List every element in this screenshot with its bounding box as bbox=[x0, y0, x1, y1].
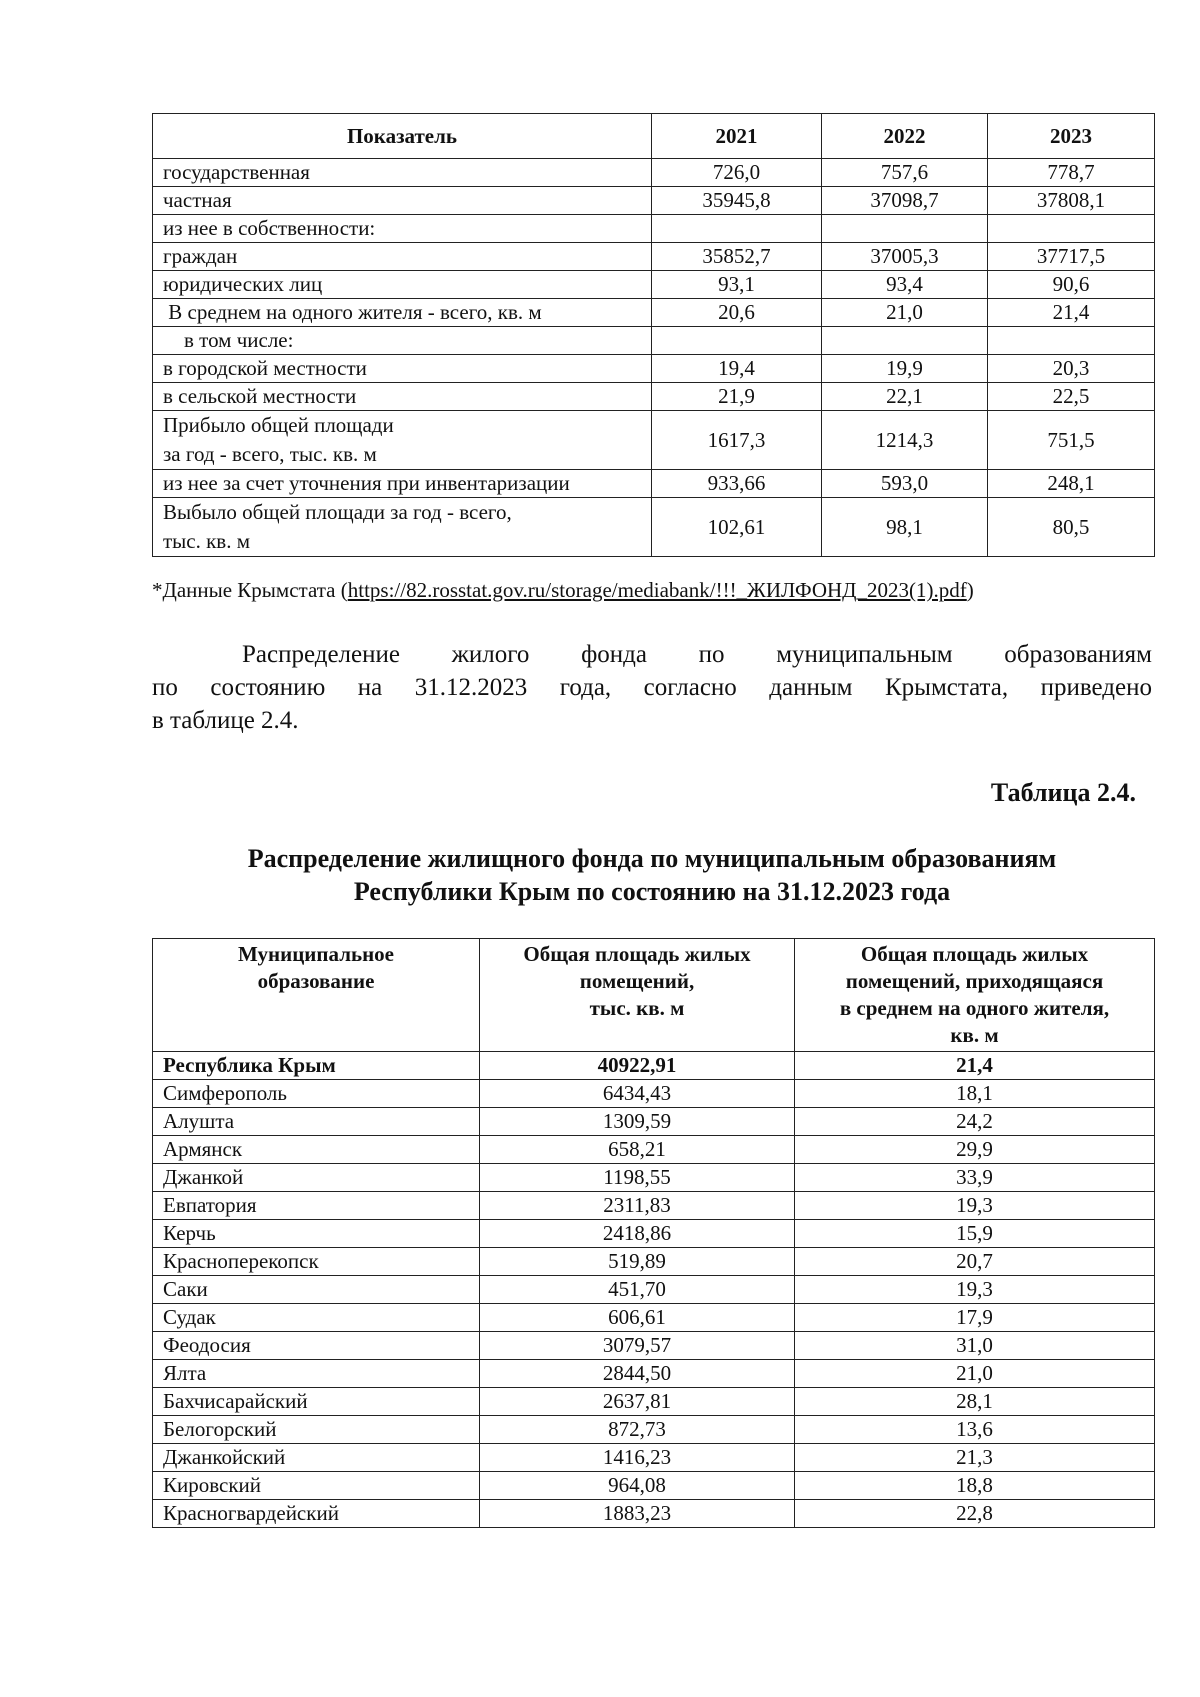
total-area-cell: 3079,57 bbox=[480, 1332, 795, 1360]
value-cell: 102,61 bbox=[652, 498, 822, 557]
table1-row bbox=[153, 383, 1155, 411]
row-label: в том числе: bbox=[153, 327, 652, 355]
table-title-line: Республики Крым по состоянию на 31.12.2023 года bbox=[353, 877, 951, 906]
value-cell: 19,9 bbox=[822, 355, 988, 383]
value-cell: 22,1 bbox=[822, 383, 988, 411]
value-cell: 20,3 bbox=[988, 355, 1155, 383]
table1-header: 2021 bbox=[652, 114, 822, 159]
table1-header: Показатель bbox=[153, 114, 652, 159]
total-area-cell: 1883,23 bbox=[480, 1500, 795, 1528]
table2-row bbox=[153, 1276, 1155, 1304]
municipality-name: Симферополь bbox=[153, 1080, 480, 1108]
paragraph-line: Распределение жилого фонда по муниципальным образованиям bbox=[242, 641, 1152, 668]
value-cell: 757,6 bbox=[822, 159, 988, 187]
row-label: в сельской местности bbox=[153, 383, 652, 411]
value-cell: 778,7 bbox=[988, 159, 1155, 187]
area-per-resident-cell: 21,0 bbox=[795, 1360, 1155, 1388]
table2-row bbox=[153, 1388, 1155, 1416]
municipality-name: Алушта bbox=[153, 1108, 480, 1136]
value-cell: 751,5 bbox=[988, 411, 1155, 470]
value-cell: 19,4 bbox=[652, 355, 822, 383]
table2-row bbox=[153, 1136, 1155, 1164]
table2-header-row bbox=[153, 939, 1155, 1052]
total-area-cell: 964,08 bbox=[480, 1472, 795, 1500]
value-cell: 21,4 bbox=[988, 299, 1155, 327]
total-area-cell: 606,61 bbox=[480, 1304, 795, 1332]
municipality-name: Евпатория bbox=[153, 1192, 480, 1220]
table2-row bbox=[153, 1052, 1155, 1080]
row-label bbox=[153, 498, 652, 557]
footnote-suffix: ) bbox=[966, 578, 974, 602]
value-cell: 37005,3 bbox=[822, 243, 988, 271]
area-per-resident-cell: 29,9 bbox=[795, 1136, 1155, 1164]
row-label: в городской местности bbox=[153, 355, 652, 383]
row-label-line: тыс. кв. м bbox=[163, 529, 251, 553]
value-cell: 93,4 bbox=[822, 271, 988, 299]
value-cell bbox=[822, 327, 988, 355]
header-line: в среднем на одного жителя, bbox=[839, 996, 1110, 1020]
row-label: из нее в собственности: bbox=[153, 215, 652, 243]
table1-row bbox=[153, 243, 1155, 271]
area-per-resident-cell: 18,8 bbox=[795, 1472, 1155, 1500]
value-cell: 21,0 bbox=[822, 299, 988, 327]
header-line: помещений, bbox=[579, 969, 695, 993]
total-area-cell: 872,73 bbox=[480, 1416, 795, 1444]
area-per-resident-cell: 17,9 bbox=[795, 1304, 1155, 1332]
table1-header: 2022 bbox=[822, 114, 988, 159]
table2-header-total-area bbox=[480, 939, 795, 1052]
table2-row bbox=[153, 1416, 1155, 1444]
paragraph-line: в таблице 2.4. bbox=[152, 707, 299, 734]
table2-row bbox=[153, 1080, 1155, 1108]
table2-row bbox=[153, 1164, 1155, 1192]
table-title bbox=[152, 842, 1152, 908]
row-label: государственная bbox=[153, 159, 652, 187]
row-label: В среднем на одного жителя - всего, кв. м bbox=[153, 299, 652, 327]
total-area-cell: 658,21 bbox=[480, 1136, 795, 1164]
value-cell: 1617,3 bbox=[652, 411, 822, 470]
value-cell: 248,1 bbox=[988, 470, 1155, 498]
table2-header-municipality bbox=[153, 939, 480, 1052]
value-cell: 37717,5 bbox=[988, 243, 1155, 271]
total-area-cell: 40922,91 bbox=[480, 1052, 795, 1080]
table2-row bbox=[153, 1500, 1155, 1528]
paragraph-line: по состоянию на 31.12.2023 года, согласно данным Крымстата, приведено bbox=[152, 674, 1152, 701]
value-cell: 37808,1 bbox=[988, 187, 1155, 215]
area-per-resident-cell: 18,1 bbox=[795, 1080, 1155, 1108]
table2-row bbox=[153, 1360, 1155, 1388]
municipality-name: Кировский bbox=[153, 1472, 480, 1500]
header-line: Муниципальное bbox=[237, 942, 395, 966]
table1-header: 2023 bbox=[988, 114, 1155, 159]
body-paragraph bbox=[152, 638, 1152, 737]
value-cell bbox=[822, 215, 988, 243]
municipality-name: Армянск bbox=[153, 1136, 480, 1164]
header-line: помещений, приходящаяся bbox=[845, 969, 1104, 993]
municipality-name: Белогорский bbox=[153, 1416, 480, 1444]
area-per-resident-cell: 13,6 bbox=[795, 1416, 1155, 1444]
area-per-resident-cell: 19,3 bbox=[795, 1276, 1155, 1304]
value-cell: 37098,7 bbox=[822, 187, 988, 215]
area-per-resident-cell: 20,7 bbox=[795, 1248, 1155, 1276]
table2-row bbox=[153, 1304, 1155, 1332]
row-label-line: за год - всего, тыс. кв. м bbox=[163, 442, 377, 466]
area-per-resident-cell: 21,4 bbox=[795, 1052, 1155, 1080]
municipality-name: Феодосия bbox=[153, 1332, 480, 1360]
total-area-cell: 519,89 bbox=[480, 1248, 795, 1276]
total-area-cell: 2311,83 bbox=[480, 1192, 795, 1220]
total-area-cell: 451,70 bbox=[480, 1276, 795, 1304]
municipality-name: Саки bbox=[153, 1276, 480, 1304]
area-per-resident-cell: 31,0 bbox=[795, 1332, 1155, 1360]
total-area-cell: 2844,50 bbox=[480, 1360, 795, 1388]
table1-row bbox=[153, 355, 1155, 383]
header-line: Общая площадь жилых bbox=[860, 942, 1089, 966]
total-area-cell: 2637,81 bbox=[480, 1388, 795, 1416]
value-cell: 20,6 bbox=[652, 299, 822, 327]
total-area-cell: 1309,59 bbox=[480, 1108, 795, 1136]
source-link[interactable]: https://82.rosstat.gov.ru/storage/mediabank/!!!_ЖИЛФОНД_2023(1).pdf bbox=[347, 578, 967, 602]
table2-row bbox=[153, 1444, 1155, 1472]
table2-header-area-per-resident bbox=[795, 939, 1155, 1052]
table1-row bbox=[153, 299, 1155, 327]
area-per-resident-cell: 19,3 bbox=[795, 1192, 1155, 1220]
value-cell: 98,1 bbox=[822, 498, 988, 557]
value-cell: 35852,7 bbox=[652, 243, 822, 271]
value-cell: 22,5 bbox=[988, 383, 1155, 411]
row-label: частная bbox=[153, 187, 652, 215]
row-label: граждан bbox=[153, 243, 652, 271]
table-number-label: Таблица 2.4. bbox=[990, 778, 1136, 807]
table1-row bbox=[153, 470, 1155, 498]
table2-row bbox=[153, 1192, 1155, 1220]
row-label: юридических лиц bbox=[153, 271, 652, 299]
table1-row bbox=[153, 159, 1155, 187]
municipality-name: Джанкой bbox=[153, 1164, 480, 1192]
table2-row bbox=[153, 1332, 1155, 1360]
municipality-name: Бахчисарайский bbox=[153, 1388, 480, 1416]
row-label-line: Выбыло общей площади за год - всего, bbox=[163, 500, 512, 524]
value-cell: 93,1 bbox=[652, 271, 822, 299]
header-line: тыс. кв. м bbox=[589, 996, 685, 1020]
table2-row bbox=[153, 1108, 1155, 1136]
table1-header-row bbox=[153, 114, 1155, 159]
value-cell: 593,0 bbox=[822, 470, 988, 498]
area-per-resident-cell: 33,9 bbox=[795, 1164, 1155, 1192]
value-cell: 80,5 bbox=[988, 498, 1155, 557]
row-label: из нее за счет уточнения при инвентаризации bbox=[153, 470, 652, 498]
table1-row bbox=[153, 215, 1155, 243]
header-line: кв. м bbox=[950, 1023, 999, 1047]
table-title-line: Распределение жилищного фонда по муниципальным образованиям bbox=[247, 844, 1057, 873]
value-cell bbox=[652, 327, 822, 355]
municipality-name: Джанкойский bbox=[153, 1444, 480, 1472]
municipality-name: Республика Крым bbox=[153, 1052, 480, 1080]
table2-row bbox=[153, 1248, 1155, 1276]
row-label-line: Прибыло общей площади bbox=[163, 413, 394, 437]
total-area-cell: 2418,86 bbox=[480, 1220, 795, 1248]
value-cell: 90,6 bbox=[988, 271, 1155, 299]
municipality-name: Красноперекопск bbox=[153, 1248, 480, 1276]
value-cell bbox=[988, 327, 1155, 355]
value-cell bbox=[652, 215, 822, 243]
value-cell bbox=[988, 215, 1155, 243]
area-per-resident-cell: 28,1 bbox=[795, 1388, 1155, 1416]
header-line: Общая площадь жилых bbox=[523, 942, 751, 966]
housing-stock-table bbox=[152, 113, 1155, 557]
footnote bbox=[152, 578, 974, 603]
value-cell: 21,9 bbox=[652, 383, 822, 411]
municipality-name: Керчь bbox=[153, 1220, 480, 1248]
municipality-name: Красногвардейский bbox=[153, 1500, 480, 1528]
total-area-cell: 1198,55 bbox=[480, 1164, 795, 1192]
value-cell: 726,0 bbox=[652, 159, 822, 187]
table2-row bbox=[153, 1220, 1155, 1248]
table1-row bbox=[153, 411, 1155, 470]
table2-row bbox=[153, 1472, 1155, 1500]
area-per-resident-cell: 24,2 bbox=[795, 1108, 1155, 1136]
area-per-resident-cell: 22,8 bbox=[795, 1500, 1155, 1528]
municipal-distribution-table bbox=[152, 938, 1155, 1528]
municipality-name: Ялта bbox=[153, 1360, 480, 1388]
municipality-name: Судак bbox=[153, 1304, 480, 1332]
area-per-resident-cell: 15,9 bbox=[795, 1220, 1155, 1248]
table1-row bbox=[153, 327, 1155, 355]
row-label bbox=[153, 411, 652, 470]
value-cell: 35945,8 bbox=[652, 187, 822, 215]
area-per-resident-cell: 21,3 bbox=[795, 1444, 1155, 1472]
table1-row bbox=[153, 187, 1155, 215]
table1-row bbox=[153, 271, 1155, 299]
footnote-prefix: *Данные Крымстата ( bbox=[152, 578, 348, 602]
total-area-cell: 6434,43 bbox=[480, 1080, 795, 1108]
value-cell: 1214,3 bbox=[822, 411, 988, 470]
total-area-cell: 1416,23 bbox=[480, 1444, 795, 1472]
table1-row bbox=[153, 498, 1155, 557]
value-cell: 933,66 bbox=[652, 470, 822, 498]
header-line: образование bbox=[257, 969, 375, 993]
